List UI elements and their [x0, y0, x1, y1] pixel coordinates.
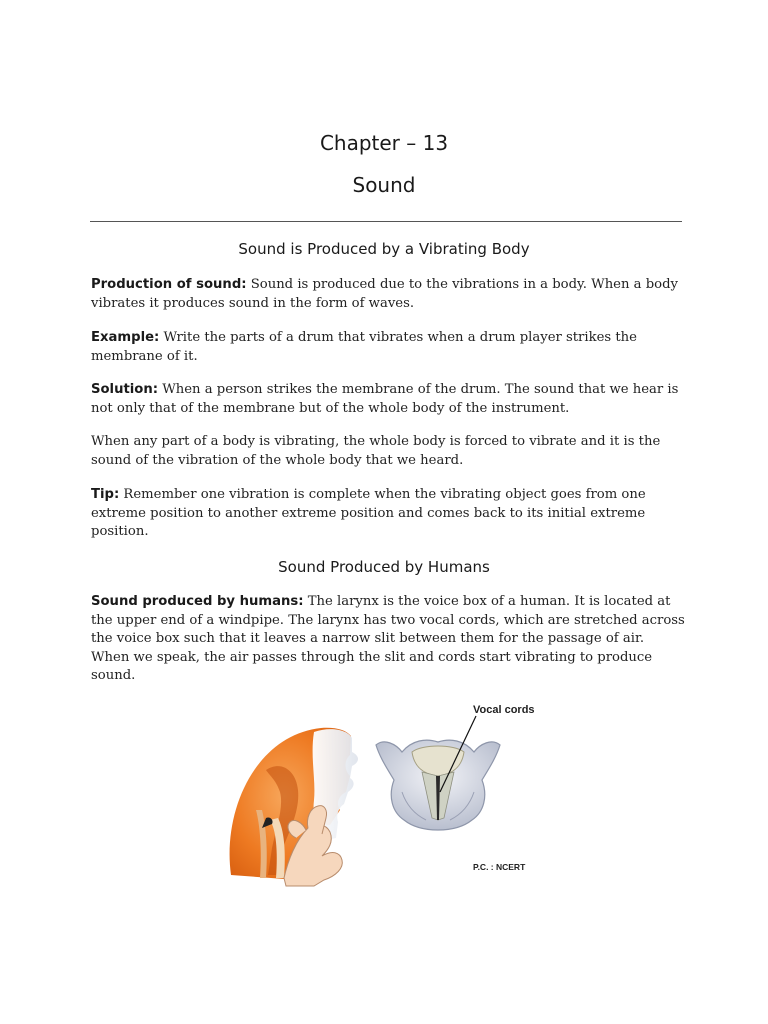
vocal-cords-label: Vocal cords — [473, 704, 535, 716]
label-tip: Tip: — [91, 487, 120, 502]
paragraph-whole-body-vibration: When any part of a body is vibrating, the whole body is forced to vibrate and it is the sound of the vibration of the whole body that we heard. — [91, 434, 661, 468]
label-solution: Solution: — [91, 382, 159, 397]
paragraph-example — [91, 329, 686, 366]
paragraph-tip — [91, 486, 686, 542]
section-heading-vibrating-body: Sound is Produced by a Vibrating Body — [238, 240, 530, 258]
text-production-of-sound: Sound is produced due to the vibrations in a body. When a body vibrates it produces sound in the form of waves. — [91, 277, 679, 311]
text-solution: When a person strikes the membrane of the drum. The sound that we hear is not only that of the membrane but of the whole body of the instrument. — [91, 382, 679, 416]
paragraph-sound-by-humans — [91, 593, 686, 686]
chapter-number: Chapter – 13 — [319, 131, 449, 155]
paragraph-solution — [91, 381, 686, 418]
paragraph-production-of-sound — [91, 276, 686, 313]
text-tip: Remember one vibration is complete when the vibrating object goes from one extreme position to another extreme position and comes back to its initial extreme position. — [91, 487, 646, 539]
chapter-title: Sound — [352, 173, 416, 197]
section-heading-humans: Sound Produced by Humans — [278, 558, 490, 576]
picture-credit: P.C. : NCERT — [473, 862, 526, 872]
label-example: Example: — [91, 330, 160, 345]
text-example: Write the parts of a drum that vibrates when a drum player strikes the membrane of it. — [91, 330, 637, 364]
text-sound-by-humans: The larynx is the voice box of a human. It is located at the upper end of a windpipe. The larynx has two vocal cords, which are stretched across the voice box such that it leaves a narrow slit between them for the passage of air. When we speak, the air passes through the slit and cords start vibrating to produce sound. — [91, 594, 685, 683]
label-sound-by-humans: Sound produced by humans: — [91, 594, 304, 609]
title-divider — [90, 221, 682, 222]
vocal-cords-diagram — [376, 716, 500, 830]
label-production-of-sound: Production of sound: — [91, 277, 247, 292]
